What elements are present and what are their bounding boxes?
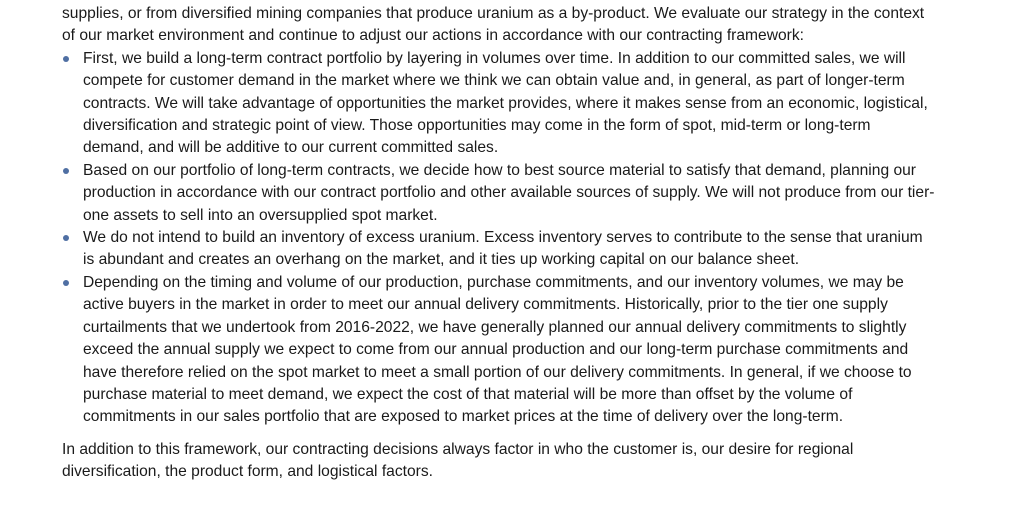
text-line: Based on our portfolio of long-term contracts, we decide how to best source material to satisfy that demand, planning our xyxy=(83,161,916,179)
text-line: First, we build a long-term contract portfolio by layering in volumes over time. In addition to our committed sales, we will xyxy=(83,49,906,67)
list-item xyxy=(62,48,982,160)
text-line: demand, and will be additive to our current committed sales. xyxy=(83,139,499,157)
text-line: commitments in our sales portfolio that are exposed to market prices at the time of delivery over the long-term. xyxy=(83,408,844,426)
bullet-icon xyxy=(63,235,69,241)
document-body xyxy=(62,3,982,499)
bullet-icon xyxy=(63,280,69,286)
text-line: purchase material to meet demand, we expect the cost of that material will be more than offset by the volume of xyxy=(83,385,853,403)
text-line: diversification and strategic point of view. Those opportunities may come in the form of spot, mid-term or long-term xyxy=(83,117,871,135)
bullet-icon xyxy=(63,168,69,174)
text-line: exceed the annual supply we expect to come from our annual production and our long-term purchase commitments and xyxy=(83,341,909,359)
text-line: Depending on the timing and volume of our production, purchase commitments, and our inventory volumes, we may be xyxy=(83,273,904,291)
text-line: In addition to this framework, our contracting decisions always factor in who the customer is, our desire for regional xyxy=(62,440,854,458)
text-line: production in accordance with our contract portfolio and other available sources of supply. We will not produce from our tier- xyxy=(83,184,935,202)
text-line: curtailments that we undertook from 2016-2022, we have generally planned our annual delivery commitments to slightly xyxy=(83,318,907,336)
text-line: one assets to sell into an oversupplied spot market. xyxy=(83,206,438,224)
text-line: active buyers in the market in order to meet our annual delivery commitments. Historically, prior to the tier one supply xyxy=(83,296,888,314)
text-line: compete for customer demand in the market where we think we can obtain value and, in general, as part of longer-term xyxy=(83,72,905,90)
text-line: contracts. We will take advantage of opportunities the market provides, where it makes sense from an economic, logistical, xyxy=(83,94,928,112)
contracting-framework-list xyxy=(62,48,982,429)
list-item xyxy=(62,227,982,272)
intro-paragraph xyxy=(62,3,982,48)
text-line: We do not intend to build an inventory of excess uranium. Excess inventory serves to contribute to the sense that uranium xyxy=(83,229,923,247)
text-line: supplies, or from diversified mining companies that produce uranium as a by-product. We evaluate our strategy in the context xyxy=(62,5,925,22)
text-line: have therefore relied on the spot market to meet a small portion of our delivery commitments. In general, if we choose to xyxy=(83,363,912,381)
closing-paragraph xyxy=(62,439,982,484)
list-item xyxy=(62,160,982,227)
text-line: diversification, the product form, and logistical factors. xyxy=(62,463,433,481)
text-line: of our market environment and continue to adjust our actions in accordance with our contracting framework: xyxy=(62,27,804,45)
list-item xyxy=(62,272,982,429)
bullet-icon xyxy=(63,56,69,62)
text-line: is abundant and creates an overhang on the market, and it ties up working capital on our balance sheet. xyxy=(83,251,800,269)
